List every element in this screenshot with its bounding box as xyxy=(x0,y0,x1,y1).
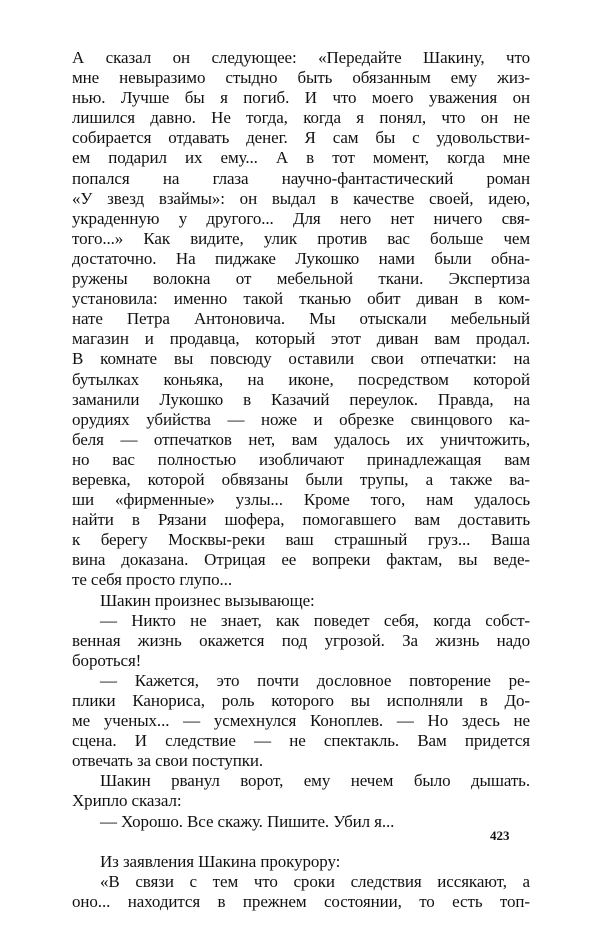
text-line: попался на глаза научно-фантастический роман xyxy=(72,168,530,188)
text-line: сцена. И следствие — не спектакль. Вам придется xyxy=(72,731,530,751)
text-line: А сказал он следующее: «Передайте Шакину, что xyxy=(72,48,530,67)
text-line: ружены волокна от мебельной ткани. Экспертиза xyxy=(72,269,530,289)
text-line: венная жизнь окажется под угрозой. За жизнь надо xyxy=(72,630,530,650)
text-line: вина доказана. Отрицая ее вопреки фактам, вы веде- xyxy=(72,550,530,570)
text-line: орудиях убийства — ноже и обрезке свинцового ка- xyxy=(72,409,530,429)
text-line: Шакин рванул ворот, ему нечем было дышать. xyxy=(100,771,530,791)
text-line: украденную у другого... Для него нет ничего свя- xyxy=(72,208,530,228)
text-line: установила: именно такой тканью обит диван в ком- xyxy=(72,289,530,309)
text-line: Хрипло сказал: xyxy=(72,791,182,811)
text-line: бутылках коньяка, на иконе, посредством которой xyxy=(72,369,530,389)
text-line: — Хорошо. Все скажу. Пишите. Убил я... xyxy=(100,811,395,831)
text-line: нате Петра Антоновича. Мы отыскали мебельный xyxy=(72,309,530,329)
text-line: нью. Лучше бы я погиб. И что моего уважения он xyxy=(72,88,530,108)
text-line: к берегу Москвы-реки ваш страшный груз... Ваша xyxy=(72,530,530,550)
text-line: ши «фирменные» узлы... Кроме того, нам удалось xyxy=(72,490,530,510)
text-line: плики Канориса, роль которого вы исполняли в До- xyxy=(72,691,530,710)
text-line: Шакин произнес вызывающе: xyxy=(100,590,315,610)
text-line: отвечать за свои поступки. xyxy=(72,751,264,771)
body-text xyxy=(72,48,530,912)
text-line: мне невыразимо стыдно быть обязанным ему жиз- xyxy=(72,68,530,88)
text-line: магазин и продавца, который этот диван вам продал. xyxy=(72,329,530,349)
text-line: собирается отдавать денег. Я сам бы с удовольстви- xyxy=(72,128,530,148)
blank-line xyxy=(72,832,530,852)
text-line: В комнате вы повсюду оставили свои отпечатки: на xyxy=(72,349,530,369)
text-line: ем подарил их ему... А в тот момент, когда мне xyxy=(72,148,530,168)
text-line: оно... находится в прежнем состоянии, то есть топ- xyxy=(72,891,530,911)
text-line: ме ученых... — усмехнулся Коноплев. — Но здесь не xyxy=(72,711,530,731)
text-line: бороться! xyxy=(72,650,142,670)
text-line: Из заявления Шакина прокурору: xyxy=(100,851,341,871)
text-line: но вас полностью изобличают принадлежащая вам xyxy=(72,449,530,469)
text-line: того...» Как видите, улик против вас больше чем xyxy=(72,228,530,248)
text-line: те себя просто глупо... xyxy=(72,570,232,590)
text-line: достаточно. На пиджаке Лукошко нами были обна- xyxy=(72,248,530,268)
text-line: лишился давно. Не тогда, когда я понял, что он не xyxy=(72,108,530,128)
text-line: веревка, которой обвязаны были трупы, а также ва- xyxy=(72,469,530,489)
text-line: беля — отпечатков нет, вам удалось их уничтожить, xyxy=(72,429,530,449)
text-line: — Никто не знает, как поведет себя, когда собст- xyxy=(100,610,530,630)
text-line: — Кажется, это почти дословное повторение ре- xyxy=(100,670,530,690)
text-line: заманили Лукошко в Казачий переулок. Правда, на xyxy=(72,389,530,409)
text-line: «У звезд взаймы»: он выдал в качестве своей, идею, xyxy=(72,188,530,208)
text-line: «В связи с тем что сроки следствия иссякают, а xyxy=(100,871,530,891)
page-number: 423 xyxy=(490,828,510,843)
text-line: найти в Рязани шофера, помогавшего вам доставить xyxy=(72,510,530,530)
